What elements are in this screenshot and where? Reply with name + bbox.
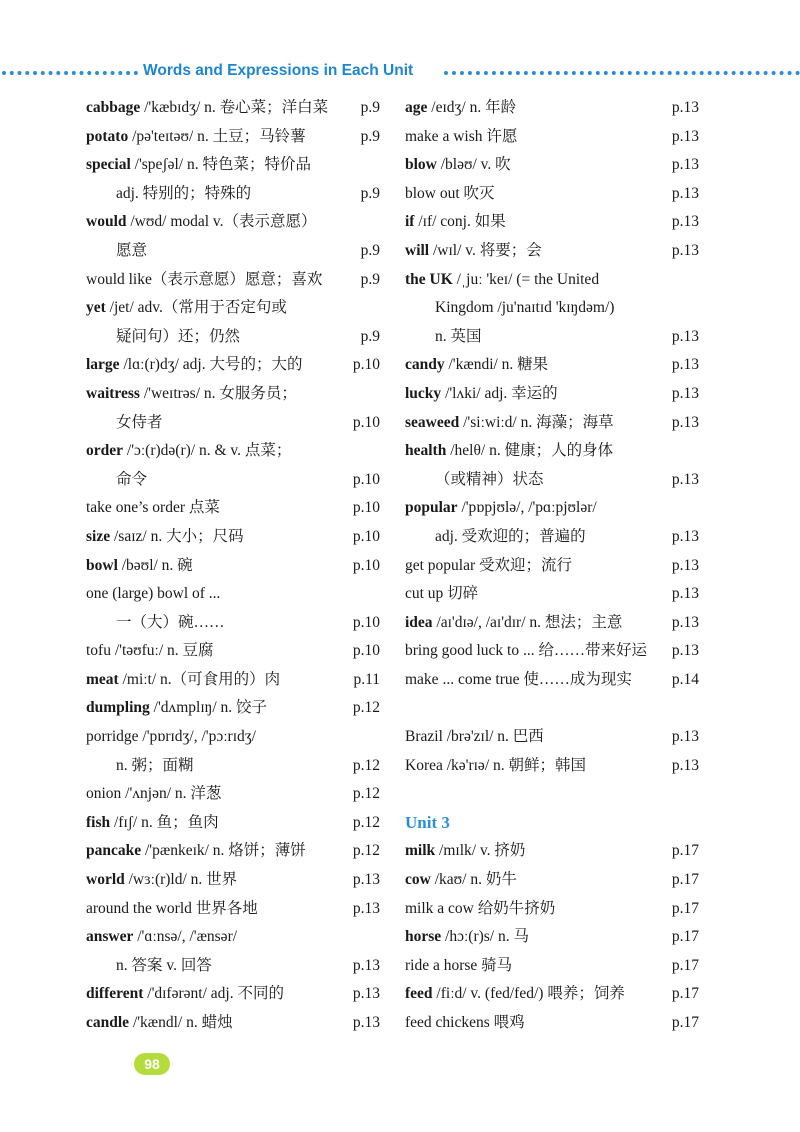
page-reference: p.13 <box>671 585 699 603</box>
definition: Kingdom /ju'naɪtɪd 'kɪŋdəm/) <box>435 299 615 317</box>
spacer <box>405 694 699 723</box>
page-reference: p.12 <box>352 756 380 774</box>
vocab-entry-text <box>86 437 291 466</box>
headword: cabbage <box>86 99 141 116</box>
page-reference: p.13 <box>671 184 699 202</box>
vocab-entry <box>86 780 380 809</box>
definition: /saɪz/ n. 大小；尺码 <box>110 527 244 545</box>
vocab-entry-text <box>86 351 302 380</box>
vocab-entry-text <box>116 752 194 781</box>
definition: Korea /kə'rɪə/ n. 朝鲜；韩国 <box>405 756 586 774</box>
vocab-entry <box>86 266 380 295</box>
vocabulary-column-right <box>405 94 699 1038</box>
definition: 愿意 <box>116 241 148 259</box>
vocab-entry-text <box>116 409 163 438</box>
vocab-entry <box>405 1009 699 1038</box>
vocab-entry-text <box>86 151 311 180</box>
definition: /'ɔː(r)də(r)/ n. & v. 点菜； <box>123 442 292 460</box>
vocab-entry <box>405 437 699 466</box>
vocab-entry <box>405 952 699 981</box>
vocab-entry <box>405 180 699 209</box>
definition: /'weɪtrəs/ n. 女服务员； <box>139 384 297 402</box>
vocab-entry <box>86 952 380 981</box>
vocab-entry-text <box>86 494 220 523</box>
vocab-entry-text <box>405 123 517 152</box>
vocab-entry-text <box>405 752 586 781</box>
page-reference: p.12 <box>352 842 380 860</box>
definition: would like（表示意愿）愿意；喜欢 <box>86 270 323 288</box>
page-reference: p.13 <box>671 99 699 116</box>
page-reference: p.9 <box>360 127 380 145</box>
vocab-entry-text <box>86 637 214 666</box>
headword: idea <box>405 613 433 631</box>
vocab-entry-text <box>405 351 548 380</box>
definition: /'speʃəl/ n. 特色菜；特价品 <box>130 156 311 174</box>
definition: 一（大）碗…… <box>116 613 225 631</box>
headword: large <box>86 356 120 374</box>
definition: /eɪdʒ/ n. 年龄 <box>427 99 517 116</box>
page-reference: p.13 <box>671 213 699 231</box>
headword: order <box>86 442 124 460</box>
definition: feed chickens 喂鸡 <box>405 1014 525 1031</box>
headword: health <box>405 442 447 460</box>
headword: cow <box>405 871 431 889</box>
page-reference: p.14 <box>671 670 699 688</box>
definition: 疑问句）还；仍然 <box>116 327 241 345</box>
vocab-entry <box>405 580 699 609</box>
page-reference: p.10 <box>352 527 380 545</box>
vocab-entry-text <box>86 895 258 924</box>
page-reference: p.9 <box>360 270 380 288</box>
page-reference: p.17 <box>671 871 699 889</box>
vocab-entry-text <box>435 294 614 323</box>
page-reference: p.10 <box>352 356 380 374</box>
headword: dumpling <box>86 699 150 717</box>
page-reference: p.12 <box>352 699 380 717</box>
page-reference: p.10 <box>352 613 380 631</box>
vocab-entry-text <box>435 466 544 495</box>
headword: if <box>405 213 415 231</box>
vocab-entry <box>86 237 380 266</box>
definition: /fɪʃ/ n. 鱼；鱼肉 <box>110 813 219 831</box>
vocab-entry-text <box>405 94 516 123</box>
definition: Brazil /brə'zɪl/ n. 巴西 <box>405 728 544 746</box>
definition: n. 答案 v. 回答 <box>116 956 212 974</box>
definition: onion /'ʌnjən/ n. 洋葱 <box>86 785 222 803</box>
vocab-entry <box>86 837 380 866</box>
vocab-entry-text <box>86 552 193 581</box>
page-reference: p.10 <box>352 556 380 574</box>
definition: /hɔː(r)s/ n. 马 <box>441 928 529 946</box>
definition: /miːt/ n.（可食用的）肉 <box>118 670 281 688</box>
definition: /wɪl/ v. 将要；会 <box>429 241 542 259</box>
page-reference: p.9 <box>360 184 380 202</box>
vocab-entry-text <box>86 923 237 952</box>
vocab-entry <box>405 723 699 752</box>
vocab-entry-text <box>116 609 225 638</box>
vocab-entry-text <box>405 866 517 895</box>
vocab-entry <box>405 208 699 237</box>
vocab-entry-text <box>116 466 147 495</box>
definition: take one’s order 点菜 <box>86 499 220 517</box>
page-reference: p.13 <box>352 1014 380 1031</box>
vocab-entry <box>86 523 380 552</box>
definition: get popular 受欢迎；流行 <box>405 556 573 574</box>
headword: answer <box>86 928 134 946</box>
vocab-entry-text <box>405 580 478 609</box>
vocab-entry-text <box>86 523 244 552</box>
vocabulary-column-left <box>86 94 380 1038</box>
headword: size <box>86 527 111 545</box>
page-reference: p.12 <box>352 813 380 831</box>
definition: /pə'teɪtəʊ/ n. 土豆；马铃薯 <box>128 127 306 145</box>
vocab-entry-text <box>405 609 622 638</box>
definition: /fiːd/ v. (fed/fed/) 喂养；饲养 <box>432 985 625 1003</box>
vocab-entry <box>86 609 380 638</box>
headword: special <box>86 156 131 174</box>
page-reference: p.13 <box>671 127 699 145</box>
definition: /wʊd/ modal v.（表示意愿） <box>126 213 317 231</box>
definition: /helθ/ n. 健康；人的身体 <box>446 442 614 460</box>
vocab-entry <box>405 494 699 523</box>
page-reference: p.13 <box>671 613 699 631</box>
vocab-entry <box>86 552 380 581</box>
vocab-entry <box>405 294 699 323</box>
vocab-entry <box>86 809 380 838</box>
definition: /'ɑːnsə/, /'ænsər/ <box>133 928 238 946</box>
vocab-entry-text <box>116 237 147 266</box>
definition: /ˌjuː 'keɪ/ (= the United <box>452 270 600 288</box>
vocab-entry <box>86 494 380 523</box>
page-reference: p.13 <box>671 356 699 374</box>
page-reference: p.17 <box>671 1014 699 1031</box>
definition: 女侍者 <box>116 413 163 431</box>
headword: pancake <box>86 842 142 860</box>
vocab-entry <box>405 151 699 180</box>
page-reference: p.9 <box>360 327 380 345</box>
headword: horse <box>405 928 442 946</box>
definition: around the world 世界各地 <box>86 899 258 917</box>
vocab-entry-text <box>405 266 599 295</box>
definition: /'dɪfərənt/ adj. 不同的 <box>143 985 284 1003</box>
vocab-entry-text <box>86 208 317 237</box>
headword: milk <box>405 842 436 860</box>
page-reference: p.17 <box>671 899 699 917</box>
headword: seaweed <box>405 413 460 431</box>
vocab-entry <box>405 752 699 781</box>
vocab-entry <box>86 694 380 723</box>
vocab-entry-text <box>86 294 287 323</box>
vocab-entry-text <box>116 323 240 352</box>
vocab-entry <box>86 923 380 952</box>
page-reference: p.13 <box>671 527 699 545</box>
vocab-entry <box>86 895 380 924</box>
vocab-entry <box>405 94 699 123</box>
headword: potato <box>86 127 129 145</box>
headword: bowl <box>86 556 118 574</box>
page-reference: p.13 <box>671 413 699 431</box>
vocab-entry-text <box>86 694 267 723</box>
headword: yet <box>86 299 106 317</box>
vocab-entry <box>86 351 380 380</box>
page-reference: p.12 <box>352 785 380 803</box>
definition: /'pænkeɪk/ n. 烙饼；薄饼 <box>141 842 306 860</box>
vocab-entry <box>86 151 380 180</box>
vocab-entry <box>86 437 380 466</box>
vocab-entry <box>405 666 699 695</box>
unit-title: Unit 3 <box>405 812 450 832</box>
definition: /bləʊ/ v. 吹 <box>436 156 511 174</box>
vocab-entry-text <box>405 637 647 666</box>
vocab-entry <box>86 409 380 438</box>
vocab-entry <box>405 637 699 666</box>
definition: adj. 特别的；特殊的 <box>116 184 252 202</box>
vocab-entry-text <box>86 980 284 1009</box>
vocab-entry <box>405 323 699 352</box>
page-reference: p.17 <box>671 842 699 860</box>
page-reference: p.13 <box>671 642 699 660</box>
definition: /'kæbɪdʒ/ n. 卷心菜；洋白菜 <box>140 99 329 116</box>
definition: /'dʌmplɪŋ/ n. 饺子 <box>149 699 268 717</box>
vocab-entry-text <box>405 151 511 180</box>
headword: will <box>405 241 430 259</box>
headword: blow <box>405 156 437 174</box>
vocab-entry <box>86 866 380 895</box>
section-header <box>0 60 800 84</box>
vocab-entry-text <box>405 895 555 924</box>
vocab-entry-text <box>405 380 558 409</box>
vocab-entry <box>405 123 699 152</box>
vocab-entry-text <box>405 180 495 209</box>
definition: n. 粥；面糊 <box>116 756 194 774</box>
definition: /'siːwiːd/ n. 海藻；海草 <box>459 413 614 431</box>
vocab-entry-text <box>86 780 221 809</box>
definition: /bəʊl/ n. 碗 <box>117 556 193 574</box>
definition: adj. 受欢迎的；普遍的 <box>435 527 586 545</box>
definition: /lɑː(r)dʒ/ adj. 大号的；大的 <box>119 356 303 374</box>
vocab-entry <box>405 837 699 866</box>
definition: cut up 切碎 <box>405 585 479 603</box>
headword: world <box>86 871 125 889</box>
vocab-entry <box>86 980 380 1009</box>
vocab-entry-text <box>86 666 280 695</box>
vocab-entry <box>86 723 380 752</box>
page-reference: p.10 <box>352 413 380 431</box>
page-reference: p.10 <box>352 470 380 488</box>
vocab-entry <box>405 552 699 581</box>
page-reference: p.17 <box>671 985 699 1003</box>
vocab-entry <box>86 752 380 781</box>
definition: /wɜː(r)ld/ n. 世界 <box>124 871 238 889</box>
vocab-entry <box>86 94 380 123</box>
vocab-entry <box>405 923 699 952</box>
vocab-entry-text <box>86 266 322 295</box>
vocab-entry-text <box>405 237 542 266</box>
definition: blow out 吹灭 <box>405 184 495 202</box>
vocab-entry <box>86 580 380 609</box>
vocab-entry-text <box>86 1009 233 1038</box>
page-reference: p.9 <box>360 241 380 259</box>
headword: meat <box>86 670 119 688</box>
header-dotted-rule-right <box>444 71 800 75</box>
page-reference: p.13 <box>671 384 699 402</box>
definition: bring good luck to ... 给……带来好运 <box>405 642 647 660</box>
vocab-entry <box>86 466 380 495</box>
vocab-entry <box>405 866 699 895</box>
vocab-entry <box>405 980 699 1009</box>
vocab-entry-text <box>405 208 506 237</box>
vocab-entry <box>86 180 380 209</box>
vocab-entry-text <box>86 866 237 895</box>
vocab-entry <box>405 266 699 295</box>
definition: make a wish 许愿 <box>405 127 518 145</box>
page-reference: p.13 <box>352 899 380 917</box>
vocab-entry-text <box>86 380 297 409</box>
vocab-entry-text <box>405 1009 525 1038</box>
page-number-badge: 98 <box>134 1053 170 1075</box>
headword: waitress <box>86 384 140 402</box>
definition: （或精神）状态 <box>435 470 544 488</box>
vocab-entry-text <box>405 494 597 523</box>
vocab-entry <box>405 895 699 924</box>
definition: ride a horse 骑马 <box>405 956 513 974</box>
headword: fish <box>86 813 111 831</box>
headword: age <box>405 99 428 116</box>
definition: n. 英国 <box>435 327 482 345</box>
definition: make ... come true 使……成为现实 <box>405 670 632 688</box>
vocab-entry <box>86 666 380 695</box>
page-reference: p.13 <box>671 728 699 746</box>
vocab-entry-text <box>405 923 529 952</box>
headword: candle <box>86 1014 130 1031</box>
vocab-entry-text <box>405 552 572 581</box>
definition: /'lʌki/ adj. 幸运的 <box>441 384 558 402</box>
vocab-entry <box>86 294 380 323</box>
vocab-entry-text <box>86 123 306 152</box>
definition: /'kændl/ n. 蜡烛 <box>129 1014 233 1031</box>
vocab-entry-text <box>435 523 586 552</box>
definition: one (large) bowl of ... <box>86 585 221 603</box>
definition: /ɪf/ conj. 如果 <box>414 213 506 231</box>
page-reference: p.13 <box>671 327 699 345</box>
definition: /'kændi/ n. 糖果 <box>444 356 549 374</box>
vocab-entry-text <box>86 580 220 609</box>
vocab-entry <box>405 409 699 438</box>
definition: tofu /'təʊfuː/ n. 豆腐 <box>86 642 214 660</box>
page-reference: p.17 <box>671 928 699 946</box>
vocab-entry <box>86 323 380 352</box>
page-reference: p.13 <box>352 871 380 889</box>
definition: /aɪ'dɪə/, /aɪ'dɪr/ n. 想法；主意 <box>432 613 623 631</box>
vocab-entry-text <box>405 666 632 695</box>
vocab-entry-text <box>86 809 219 838</box>
page-reference: p.13 <box>671 756 699 774</box>
header-dotted-rule-left <box>2 71 138 75</box>
page-reference: p.13 <box>352 956 380 974</box>
page-reference: p.11 <box>353 670 380 688</box>
vocab-entry-text <box>405 980 625 1009</box>
definition: 命令 <box>116 470 148 488</box>
page-reference: p.13 <box>352 985 380 1003</box>
page-reference: p.13 <box>671 470 699 488</box>
vocab-entry-text <box>435 323 482 352</box>
vocab-entry-text <box>86 723 256 752</box>
definition: /'pɒpjʊlə/, /'pɑːpjʊlər/ <box>457 499 597 517</box>
headword: different <box>86 985 144 1003</box>
vocab-entry <box>405 466 699 495</box>
vocab-entry-text <box>405 952 512 981</box>
page-reference: p.10 <box>352 499 380 517</box>
page-reference: p.17 <box>671 956 699 974</box>
vocab-entry-text <box>405 437 613 466</box>
vocab-entry <box>405 237 699 266</box>
vocab-entry-text <box>116 180 251 209</box>
definition: /mɪlk/ v. 挤奶 <box>435 842 526 860</box>
section-title: Words and Expressions in Each Unit <box>143 62 414 79</box>
definition: milk a cow 给奶牛挤奶 <box>405 899 556 917</box>
headword: would <box>86 213 127 231</box>
vocab-entry <box>86 1009 380 1038</box>
definition: porridge /'pɒrɪdʒ/, /'pɔːrɪdʒ/ <box>86 728 256 746</box>
headword: lucky <box>405 384 442 402</box>
page-reference: p.9 <box>360 99 380 116</box>
vocab-entry <box>405 380 699 409</box>
vocab-entry-text <box>116 952 212 981</box>
vocab-entry-text <box>86 837 306 866</box>
page-reference: p.13 <box>671 156 699 174</box>
vocab-entry-text <box>405 409 614 438</box>
vocab-entry-text <box>86 94 328 123</box>
vocab-entry <box>405 351 699 380</box>
headword: feed <box>405 985 433 1003</box>
headword: the UK <box>405 270 453 288</box>
definition: /jet/ adv.（常用于否定句或 <box>105 299 287 317</box>
vocab-entry <box>86 637 380 666</box>
vocab-entry-text <box>405 723 544 752</box>
unit-heading <box>405 809 699 838</box>
page-reference: p.13 <box>671 241 699 259</box>
definition: /kaʊ/ n. 奶牛 <box>430 871 517 889</box>
headword: popular <box>405 499 458 517</box>
headword: candy <box>405 356 445 374</box>
vocab-entry <box>86 123 380 152</box>
page-reference: p.10 <box>352 642 380 660</box>
spacer <box>405 780 699 809</box>
vocab-entry <box>405 523 699 552</box>
vocab-entry-text <box>405 837 525 866</box>
page-reference: p.13 <box>671 556 699 574</box>
vocab-entry <box>86 380 380 409</box>
vocab-entry <box>86 208 380 237</box>
vocab-entry <box>405 609 699 638</box>
